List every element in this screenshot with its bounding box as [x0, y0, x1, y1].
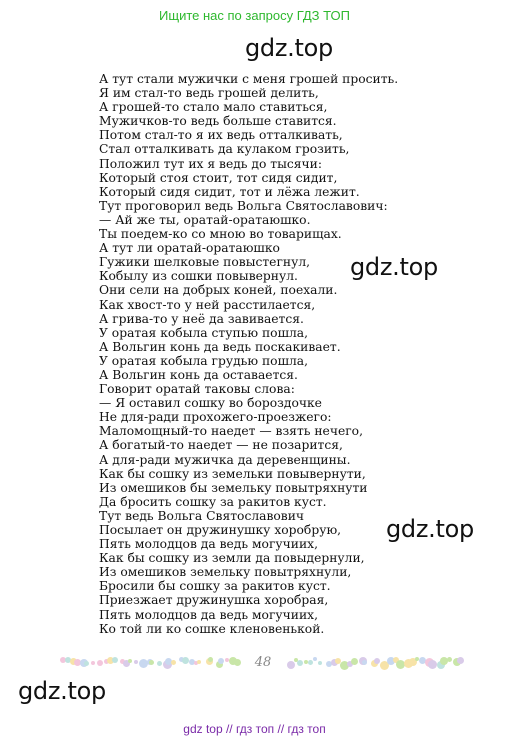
decorative-dot	[318, 661, 322, 665]
poem-line: А Вольгин конь да ведь поскакивает.	[99, 339, 341, 354]
decorative-dot	[91, 661, 95, 665]
poem-line: Как бы сошку из земельки повывернути,	[99, 466, 366, 481]
poem-line: Как бы сошку из земли да повыдернули,	[99, 551, 365, 566]
decorative-dots-right	[285, 657, 470, 669]
poem-line: А тут стали мужички с меня грошей просить.	[99, 72, 399, 86]
poem-line: Положил тут их я ведь до тысячи:	[99, 156, 322, 171]
decorative-dot	[351, 658, 358, 665]
decorative-dot	[97, 660, 103, 666]
decorative-dots-left	[58, 657, 248, 669]
watermark: gdz.top	[386, 515, 474, 543]
poem-line: А грошей-то стало мало ставиться,	[99, 100, 328, 115]
poem-line: Из омешиков земельку повытряхнули,	[99, 565, 352, 580]
poem-line: А для-ради мужичка да деревенщины.	[99, 452, 351, 467]
poem-line: Говорит оратай таковы слова:	[99, 382, 295, 397]
poem-line: Стал отталкивать да кулаком грозить,	[99, 142, 350, 157]
watermark: gdz.top	[350, 253, 438, 281]
decorative-dot	[428, 660, 437, 669]
decorative-dot	[134, 660, 138, 664]
poem-line: Мужичков-то ведь больше ставится.	[99, 114, 337, 129]
poem-line: — Ай же ты, оратай-оратаюшко.	[99, 212, 311, 227]
watermark: gdz.top	[245, 34, 333, 62]
poem-line: Пять молодцов да ведь могучиих,	[99, 537, 318, 552]
decorative-dot	[112, 657, 118, 663]
decorative-dot	[182, 657, 189, 664]
poem-line: А грива-то у неё да завивается.	[99, 311, 304, 326]
poem-line: Да бросить сошку за ракитов куст.	[99, 494, 327, 509]
poem-line: Они сели на добрых коней, поехали.	[99, 283, 338, 298]
poem-line: Я им стал-то ведь грошей делить,	[99, 86, 319, 101]
decorative-dot	[234, 659, 241, 666]
decorative-dot	[84, 661, 89, 666]
poem-line: Как хвост-то у ней расстилается,	[99, 297, 316, 312]
poem-line: А Вольгин конь да оставается.	[99, 367, 298, 382]
decorative-dot	[149, 660, 154, 665]
decorative-dot	[313, 657, 317, 661]
decorative-dot	[171, 660, 176, 665]
poem-line: А тут ли оратай-оратаюшко	[99, 241, 280, 256]
decorative-dot	[287, 661, 295, 669]
poem-line: Гужики шелковые повыстегнул,	[99, 255, 311, 270]
poem-line: Потом стал-то я их ведь отталкивать,	[99, 128, 343, 143]
poem-line: У оратая кобыла грудью пошла,	[99, 353, 309, 368]
poem-line: Тут ведь Вольга Святославович	[99, 508, 305, 523]
page-number: 48	[254, 655, 272, 670]
decorative-dot	[308, 660, 313, 665]
decorative-dot	[457, 657, 464, 664]
poem-text	[99, 72, 429, 636]
poem-line: Бросили бы сошку за ракитов куст.	[99, 579, 331, 594]
poem-line: Приезжает дружинушка хоробрая,	[99, 593, 329, 608]
poem-line: Не для-ради прохожего-проезжего:	[99, 410, 332, 425]
footer-links: gdz top // гдз топ // гдз топ	[183, 722, 326, 736]
poem-line: У оратая кобыла ступью пошла,	[99, 325, 309, 340]
poem-line: Пять молодцов да ведь могучиих,	[99, 607, 318, 622]
decorative-dot	[128, 659, 132, 663]
decorative-dot	[218, 658, 224, 664]
decorative-dot	[297, 660, 303, 666]
poem-line: — Я оставил сошку во бороздочке	[99, 396, 322, 411]
poem-line: Который стоя стоит, тот сидя сидит,	[99, 170, 338, 185]
decorative-dot	[157, 661, 162, 666]
poem-line: Ко той ли ко сошке кленовенькой.	[99, 621, 325, 636]
poem-line: А богатый-то наедет — не позарится,	[99, 438, 343, 453]
poem-line: Из омешиков бы земельку повытряхнути	[99, 480, 368, 495]
decorative-dot	[362, 660, 367, 665]
poem-line: Маломощный-то наедет — взять нечего,	[99, 424, 363, 439]
top-banner: Ищите нас по запросу ГДЗ ТОП	[159, 8, 350, 23]
poem-line: Посылает он дружинушку хоробрую,	[99, 523, 342, 537]
poem-line: Кобылу из сошки повывернул.	[99, 269, 298, 284]
poem-line: Ты поедем-ко со мною во товарищах.	[99, 227, 342, 242]
watermark: gdz.top	[18, 677, 106, 705]
poem-line: Который сидя сидит, тот и лёжа лежит.	[99, 184, 360, 199]
decorative-dot	[197, 660, 201, 664]
decorative-dot	[374, 658, 380, 664]
decorative-dot	[447, 657, 452, 662]
poem-line: Тут проговорил ведь Вольга Святославович:	[99, 198, 388, 213]
decorative-dot	[208, 657, 213, 662]
